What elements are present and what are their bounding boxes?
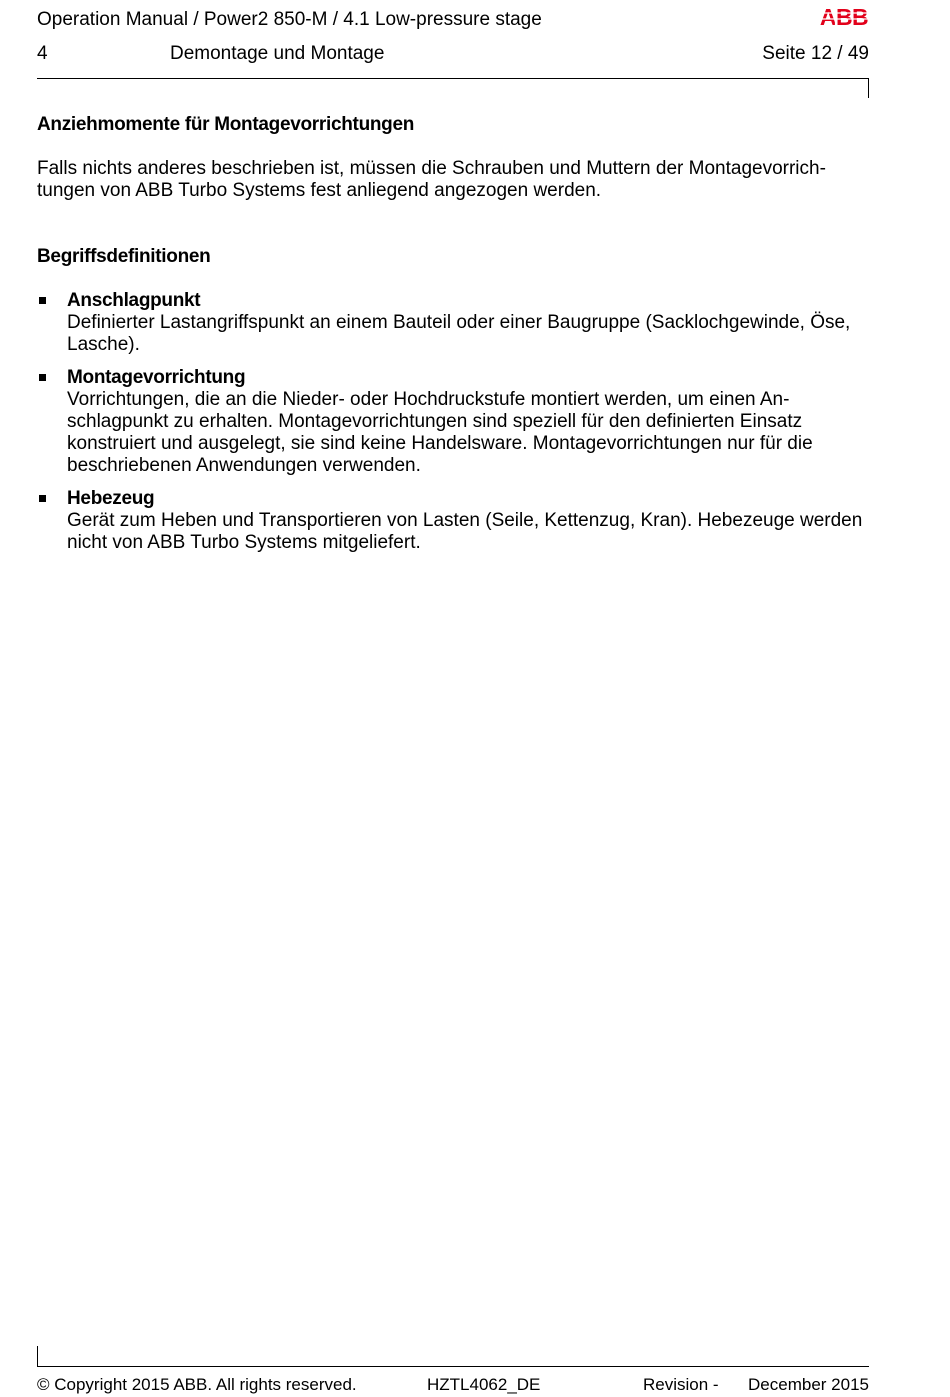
chapter-number: 4 <box>37 43 48 64</box>
abb-logo <box>818 6 870 33</box>
section-heading-definitions: Begriffsdefinitionen <box>37 246 211 267</box>
definition-text: Definierter Lastangriffspunkt an einem Bauteil oder einer Baugruppe (Sacklochgewinde, Öse, Lasche). <box>67 312 851 355</box>
section-paragraph-torque: Falls nichts anderes beschrieben ist, müssen die Schrauben und Muttern der Montagevorrich-tungen von ABB Turbo Systems fest anliegend angezogen werden. <box>37 158 826 201</box>
section-heading-torque: Anziehmomente für Montagevorrichtungen <box>37 114 415 135</box>
footer-date: December 2015 <box>748 1375 869 1394</box>
document-title: Operation Manual / Power2 850-M / 4.1 Low-pressure stage <box>37 9 542 30</box>
abb-logo-graphic <box>818 6 870 28</box>
footer-document-id: HZTL4062_DE <box>427 1375 541 1394</box>
definition-item <box>37 290 867 356</box>
footer-copyright: © Copyright 2015 ABB. All rights reserved. <box>37 1375 357 1394</box>
bullet-square-icon <box>39 374 46 381</box>
definition-text: Gerät zum Heben und Transportieren von Lasten (Seile, Kettenzug, Kran). Hebezeuge werden nicht von ABB Turbo Systems mitgeliefert. <box>67 510 863 553</box>
definition-item <box>37 488 867 554</box>
definitions-list <box>37 290 867 554</box>
definition-item <box>37 367 867 477</box>
footer-revision: Revision - <box>643 1375 719 1394</box>
definition-term: Anschlagpunkt <box>67 290 201 311</box>
definition-term: Montagevorrichtung <box>67 367 246 388</box>
bullet-square-icon <box>39 297 46 304</box>
definition-text: Vorrichtungen, die an die Nieder- oder Hochdruckstufe montiert werden, um einen An-schlagpunkt zu erhalten. Montagevorrichtungen sind speziell für den definierten Einsatz konstruiert und ausgelegt, sie sind keine Handelsware. Montagevorrichtungen nur für die beschriebenen Anwendungen verwenden. <box>67 389 813 476</box>
page-content <box>37 114 867 565</box>
header-divider-tick <box>868 78 869 98</box>
bullet-square-icon <box>39 495 46 502</box>
page-indicator: Seite 12 / 49 <box>762 43 869 64</box>
header-divider <box>37 78 869 79</box>
definition-term: Hebezeug <box>67 488 155 509</box>
footer-divider <box>37 1366 869 1367</box>
chapter-title: Demontage und Montage <box>170 43 385 64</box>
abb-logo-text: ABB <box>819 6 869 28</box>
footer-divider-tick <box>37 1346 38 1366</box>
